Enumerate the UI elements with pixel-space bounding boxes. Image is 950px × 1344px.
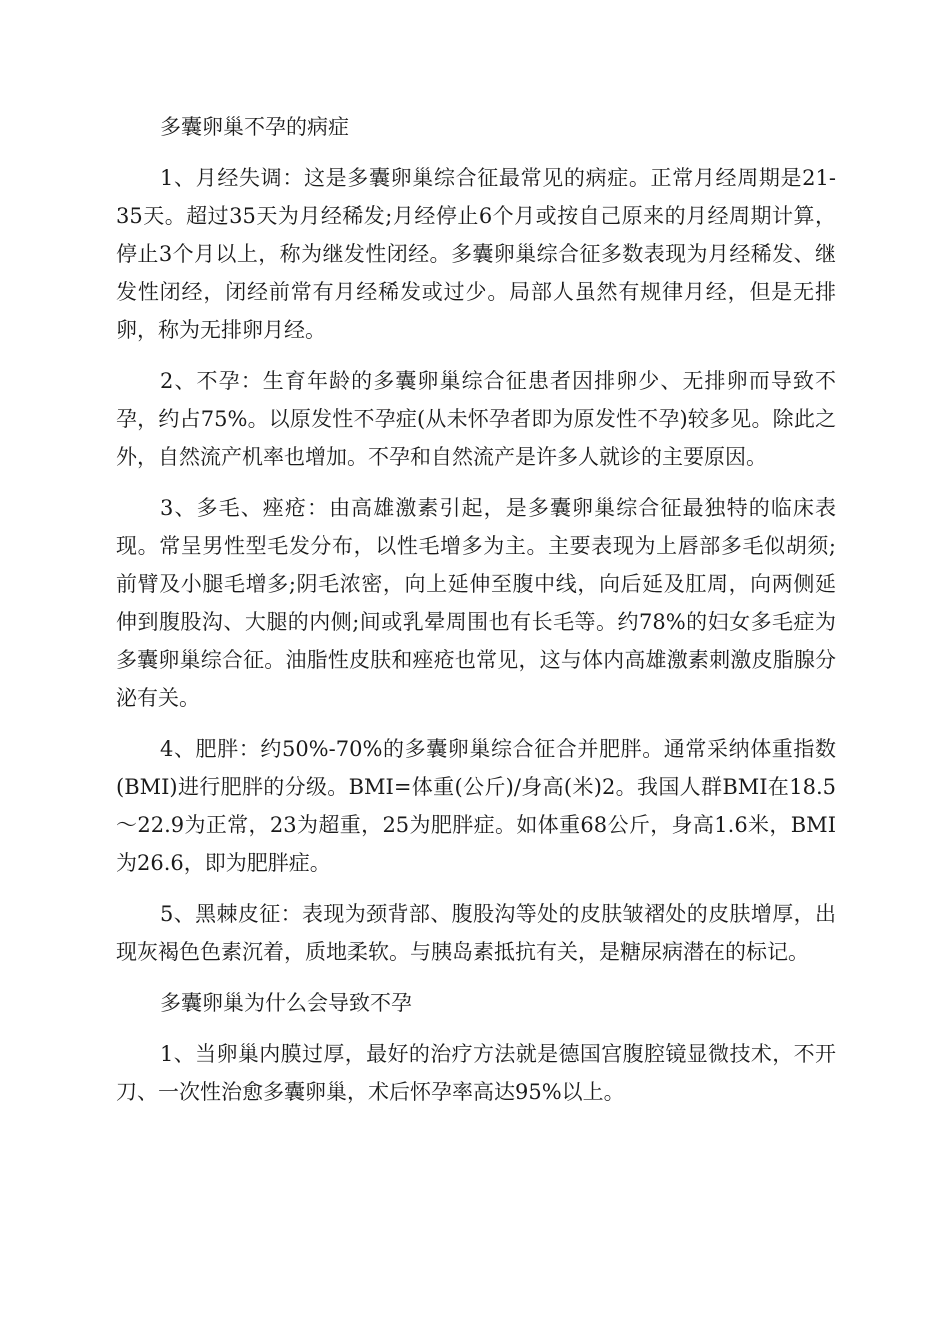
paragraph-obesity: 4、肥胖：约50%-70%的多囊卵巢综合征合并肥胖。通常采纳体重指数(BMI)进行肥胖的分级。BMI=体重(公斤)/身高(米)2。我国人群BMI在18.5～22.9为正常，23为超重，25为肥胖症。如体重68公斤，身高1.6米，BMI为26.6，即为肥胖症。: [116, 737, 836, 875]
section-heading-symptoms: 多囊卵巢不孕的病症: [160, 115, 349, 139]
paragraph-acanthosis: 5、黑棘皮征：表现为颈背部、腹股沟等处的皮肤皱褶处的皮肤增厚，出现灰褐色色素沉着，质地柔软。与胰岛素抵抗有关，是糖尿病潜在的标记。: [116, 902, 836, 964]
paragraph-infertility: 2、不孕：生育年龄的多囊卵巢综合征患者因排卵少、无排卵而导致不孕，约占75%。以原发性不孕症(从未怀孕者即为原发性不孕)较多见。除此之外，自然流产机率也增加。不孕和自然流产是许多人就诊的主要原因。: [116, 369, 836, 469]
paragraph-hirsutism-acne: 3、多毛、痤疮：由高雄激素引起，是多囊卵巢综合征最独特的临床表现。常呈男性型毛发分布，以性毛增多为主。主要表现为上唇部多毛似胡须;前臂及小腿毛增多;阴毛浓密，向上延伸至腹中线，向后延及肛周，向两侧延伸到腹股沟、大腿的内侧;间或乳晕周围也有长毛等。约78%的妇女多毛症为多囊卵巢综合征。油脂性皮肤和痤疮也常见，这与体内高雄激素刺激皮脂腺分泌有关。: [116, 496, 836, 710]
section-heading-causes: 多囊卵巢为什么会导致不孕: [160, 991, 412, 1015]
paragraph-treatment: 1、当卵巢内膜过厚，最好的治疗方法就是德国宫腹腔镜显微技术，不开刀、一次性治愈多囊卵巢，术后怀孕率高达95%以上。: [116, 1042, 836, 1104]
document-body: [116, 108, 836, 1124]
paragraph-menstrual-disorder: 1、月经失调：这是多囊卵巢综合征最常见的病症。正常月经周期是21-35天。超过35天为月经稀发;月经停止6个月或按自己原来的月经周期计算，停止3个月以上，称为继发性闭经。多囊卵巢综合征多数表现为月经稀发、继发性闭经，闭经前常有月经稀发或过少。局部人虽然有规律月经，但是无排卵，称为无排卵月经。: [116, 166, 836, 342]
